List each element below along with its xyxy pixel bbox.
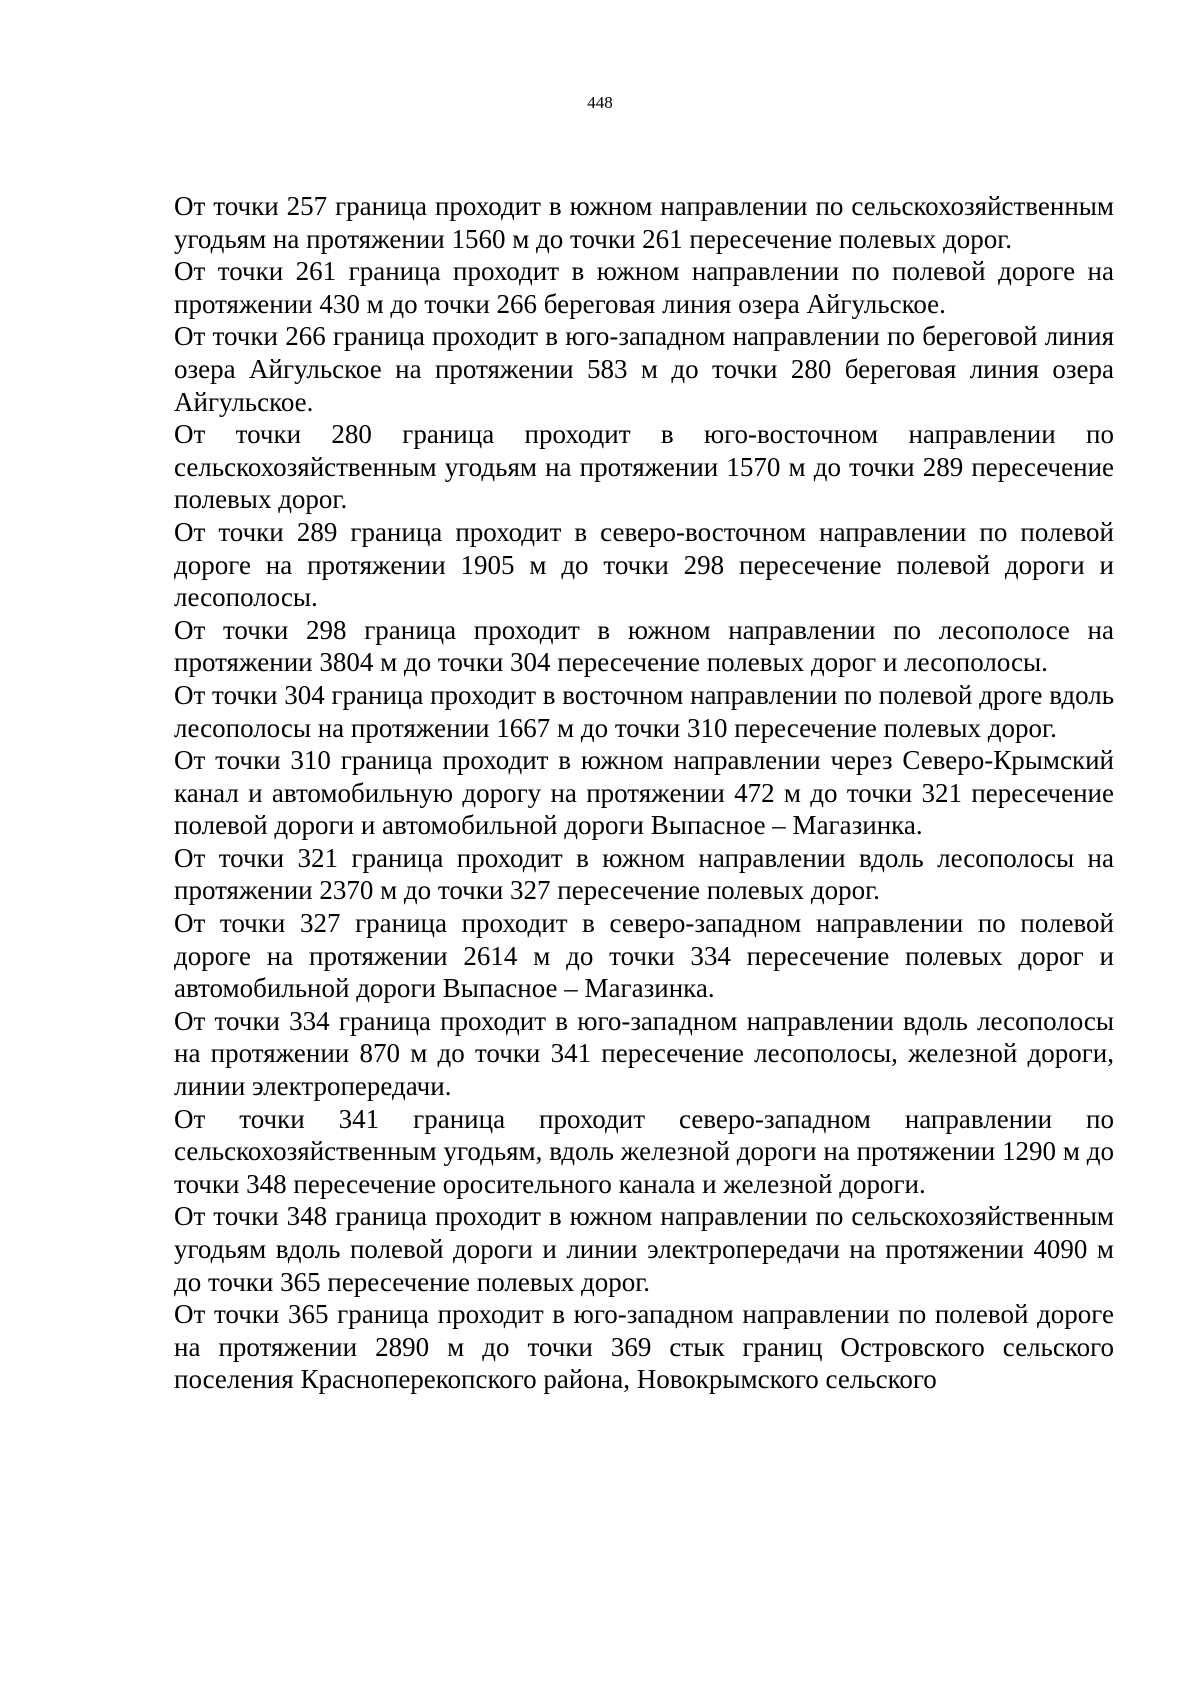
boundary-paragraph-261: От точки 261 граница проходит в южном направлении по полевой дороге на протяжении 430 м до точки 266 береговая линия озера Айгульское. — [174, 256, 1114, 319]
boundary-paragraph-310: От точки 310 граница проходит в южном направлении через Северо-Крымский канал и автомобильную дорогу на протяжении 472 м до точки 321 пересечение полевой дороги и автомобильной дороги Выпасное – Магазинка. — [174, 745, 1114, 841]
boundary-paragraph-257: От точки 257 граница проходит в южном направлении по сельскохозяйственным угодьям на протяжении 1560 м до точки 261 пересечение полевых дорог. — [174, 191, 1114, 254]
boundary-paragraph-280: От точки 280 граница проходит в юго-восточном направлении по сельскохозяйственным угодьям на протяжении 1570 м до точки 289 пересечение полевых дорог. — [174, 419, 1114, 515]
document-body — [174, 190, 1114, 1396]
boundary-paragraph-348: От точки 348 граница проходит в южном направлении по сельскохозяйственным угодьям вдоль полевой дороги и линии электропередачи на протяжении 4090 м до точки 365 пересечение полевых дорог. — [174, 1201, 1114, 1297]
boundary-paragraph-321: От точки 321 граница проходит в южном направлении вдоль лесополосы на протяжении 2370 м до точки 327 пересечение полевых дорог. — [174, 842, 1114, 906]
boundary-paragraph-334: От точки 334 граница проходит в юго-западном направлении вдоль лесополосы на протяжении 870 м до точки 341 пересечение лесополосы, железной дороги, линии электропередачи. — [174, 1005, 1114, 1102]
boundary-paragraph-365: От точки 365 граница проходит в юго-западном направлении по полевой дороге на протяжении 2890 м до точки 369 стык границ Островского сельского поселения Красноперекопского района, Новокрымского сельского — [174, 1299, 1114, 1395]
boundary-paragraph-298: От точки 298 граница проходит в южном направлении по лесополосе на протяжении 3804 м до точки 304 пересечение полевых дорог и лесополосы. — [174, 614, 1114, 678]
boundary-paragraph-341: От точки 341 граница проходит северо-западном направлении по сельскохозяйственным угодьям, вдоль железной дороги на протяжении 1290 м до точки 348 пересечение оросительного канала и железной дороги. — [174, 1103, 1114, 1199]
boundary-paragraph-304: От точки 304 граница проходит в восточном направлении по полевой дроге вдоль лесополосы на протяжении 1667 м до точки 310 пересечение полевых дорог. — [174, 679, 1115, 743]
boundary-paragraph-327: От точки 327 граница проходит в северо-западном направлении по полевой дороге на протяжении 2614 м до точки 334 пересечение полевых дорог и автомобильной дороги Выпасное – Магазинка. — [174, 908, 1114, 1004]
page-number: 448 — [587, 93, 613, 112]
boundary-paragraph-266: От точки 266 граница проходит в юго-западном направлении по береговой линия озера Айгульское на протяжении 583 м до точки 280 береговая линия озера Айгульское. — [174, 321, 1114, 417]
boundary-paragraph-289: От точки 289 граница проходит в северо-восточном направлении по полевой дороге на протяжении 1905 м до точки 298 пересечение полевой дороги и лесополосы. — [174, 516, 1114, 613]
